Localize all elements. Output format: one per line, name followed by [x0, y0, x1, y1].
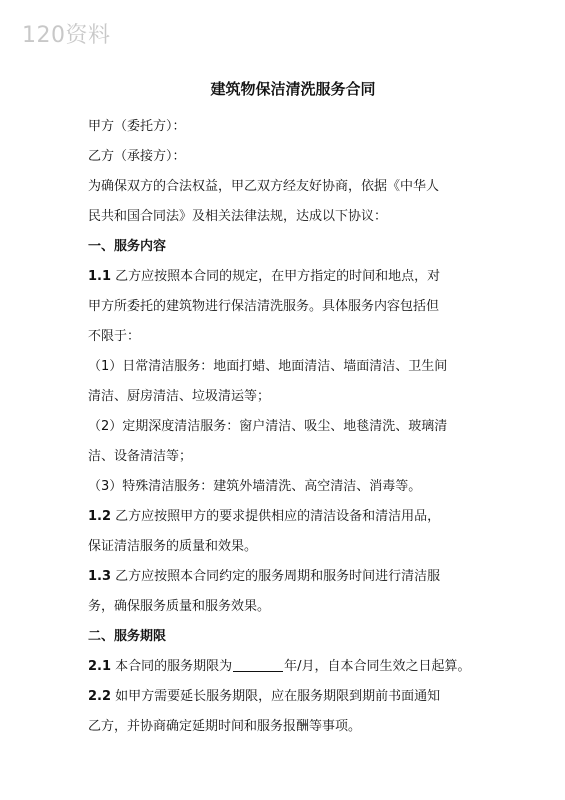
clause-1-3-line-2: 务，确保服务质量和服务效果。 — [88, 599, 271, 614]
party-b-line: 乙方（承接方）： — [88, 149, 186, 164]
fill-in-blank — [233, 657, 283, 672]
clause-1-1-line-3: 不限于： — [88, 329, 141, 344]
watermark: 120资料 — [22, 23, 111, 48]
clause-text: 乙方应按照甲方的要求提供相应的清洁设备和清洁用品， — [111, 509, 441, 524]
clause-number: 2.1 — [88, 659, 112, 674]
clause-2-2-line-1 — [88, 682, 498, 712]
section-1-heading: 一、服务内容 — [88, 239, 167, 254]
contract-document — [88, 78, 498, 742]
party-a-line: 甲方（委托方）： — [88, 119, 186, 134]
clause-1-2-line-2: 保证清洁服务的质量和效果。 — [88, 539, 258, 554]
clause-text: 乙方应按照本合同的规定，在甲方指定的时间和地点，对 — [111, 269, 441, 284]
clause-number: 1.2 — [88, 509, 112, 524]
item-2-line-1: （2）定期深度清洁服务：窗户清洁、吸尘、地毯清洗、玻璃清 — [88, 419, 448, 434]
intro-line-2: 民共和国合同法》及相关法律法规，达成以下协议： — [88, 209, 388, 224]
clause-1-1-line-1 — [88, 262, 498, 292]
clause-number: 1.3 — [88, 569, 112, 584]
clause-number: 2.2 — [88, 689, 112, 704]
item-3-line-1: （3）特殊清洁服务：建筑外墙清洗、高空清洁、消毒等。 — [88, 479, 422, 494]
section-2-heading: 二、服务期限 — [88, 629, 167, 644]
clause-1-1-line-2: 甲方所委托的建筑物进行保洁清洗服务。具体服务内容包括但 — [88, 299, 440, 314]
clause-number: 1.1 — [88, 269, 112, 284]
clause-1-2-line-1 — [88, 502, 498, 532]
item-2-line-2: 洁、设备清洁等； — [88, 449, 193, 464]
intro-line-1: 为确保双方的合法权益，甲乙双方经友好协商，依据《中华人 — [88, 179, 440, 194]
clause-2-1-line-1 — [88, 652, 498, 682]
item-1-line-2: 清洁、厨房清洁、垃圾清运等； — [88, 389, 271, 404]
clause-text: 乙方应按照本合同约定的服务周期和服务时间进行清洁服 — [111, 569, 441, 584]
clause-1-3-line-1 — [88, 562, 498, 592]
clause-text: 年/月，自本合同生效之日起算。 — [284, 659, 471, 674]
clause-2-2-line-2: 乙方，并协商确定延期时间和服务报酬等事项。 — [88, 719, 362, 734]
item-1-line-1: （1）日常清洁服务：地面打蜡、地面清洁、墙面清洁、卫生间 — [88, 359, 448, 374]
clause-text: 本合同的服务期限为 — [111, 659, 233, 674]
document-title: 建筑物保洁清洗服务合同 — [210, 80, 376, 98]
clause-text: 如甲方需要延长服务期限，应在服务期限到期前书面通知 — [111, 689, 441, 704]
